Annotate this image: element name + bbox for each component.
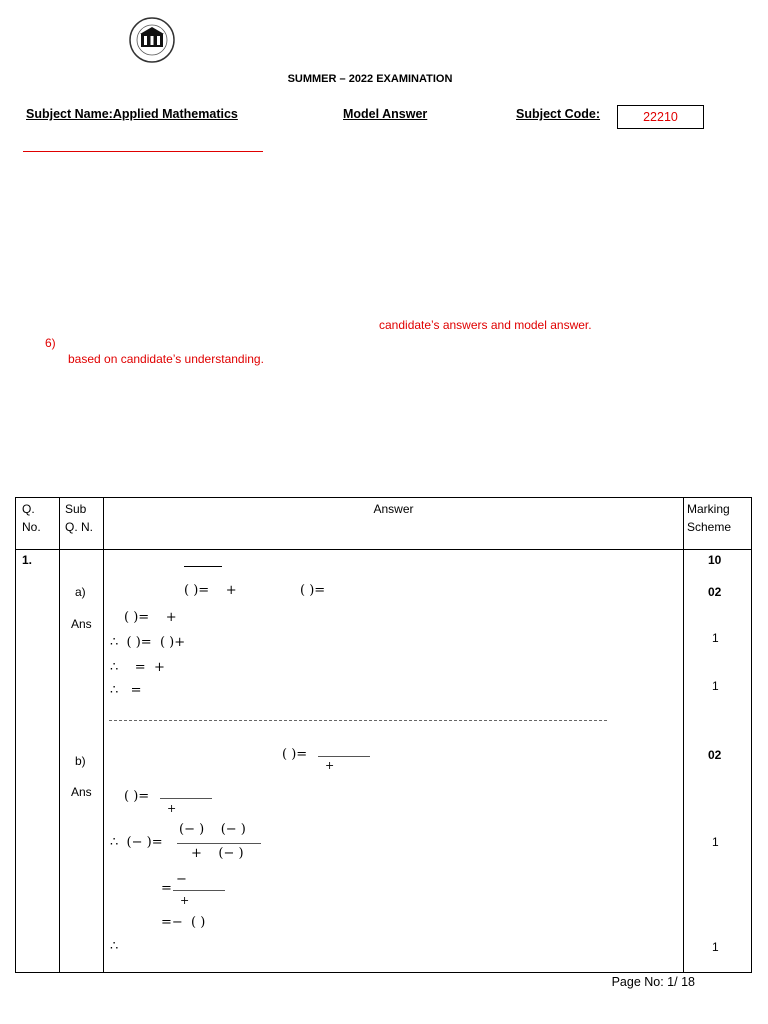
math-expression: − bbox=[176, 872, 187, 887]
header-answer: Answer bbox=[373, 502, 414, 516]
exam-title: SUMMER – 2022 EXAMINATION bbox=[287, 73, 453, 85]
math-expression: ( )= bbox=[124, 789, 150, 804]
math-expression: = bbox=[161, 881, 172, 896]
page-number: Page No: 1/ 18 bbox=[611, 975, 695, 989]
math-expression: ∴ (− )= bbox=[110, 835, 163, 850]
math-expression: ( )= + bbox=[184, 583, 237, 598]
math-expression: =− ( ) bbox=[161, 915, 206, 930]
math-expression: ∴ = + bbox=[110, 660, 165, 675]
math-expression: + (− ) bbox=[191, 846, 244, 861]
part-separator bbox=[109, 720, 607, 721]
instruction-6-text: based on candidate’s understanding. bbox=[68, 352, 264, 366]
subject-code-box: 22210 bbox=[617, 105, 704, 129]
math-expression: (− ) (− ) bbox=[179, 822, 246, 837]
instruction-6-number: 6) bbox=[45, 336, 56, 350]
math-expression: + bbox=[180, 894, 190, 907]
red-underline bbox=[23, 151, 263, 152]
model-answer-label: Model Answer bbox=[343, 107, 428, 121]
part-b-step-2: 1 bbox=[712, 940, 719, 954]
math-expression: ( )= bbox=[282, 747, 308, 762]
overline-mark bbox=[184, 566, 222, 567]
fraction-bar bbox=[318, 756, 370, 757]
board-seal-logo bbox=[128, 16, 176, 64]
math-expression: ( )= + bbox=[124, 610, 177, 625]
header-marking-scheme: Marking Scheme bbox=[687, 502, 732, 534]
math-expression: + bbox=[167, 802, 177, 815]
header-q-no: Q. No. bbox=[22, 502, 41, 534]
question-total-marks: 10 bbox=[708, 553, 722, 567]
math-expression: ( )= bbox=[300, 583, 326, 598]
part-a-ans: Ans bbox=[71, 617, 92, 631]
part-a-label: a) bbox=[75, 585, 86, 599]
part-a-marks: 02 bbox=[708, 585, 722, 599]
math-expression: ∴ = bbox=[110, 683, 142, 698]
subject-code-label: Subject Code: bbox=[516, 107, 601, 121]
math-expression: + bbox=[325, 759, 335, 772]
math-expression: ∴ bbox=[110, 939, 119, 954]
question-number: 1. bbox=[22, 553, 33, 567]
math-expression: ∴ ( )= ( )+ bbox=[110, 635, 186, 650]
answer-table bbox=[15, 497, 752, 973]
part-b-ans: Ans bbox=[71, 785, 92, 799]
part-b-label: b) bbox=[75, 754, 86, 768]
header-sub-q: Sub Q. N. bbox=[65, 502, 94, 534]
fraction-bar bbox=[177, 843, 261, 844]
part-a-step-2: 1 bbox=[712, 679, 719, 693]
fraction-bar bbox=[173, 890, 225, 891]
part-b-marks: 02 bbox=[708, 748, 722, 762]
instruction-line: candidate’s answers and model answer. bbox=[379, 318, 592, 332]
part-b-step-1: 1 bbox=[712, 835, 719, 849]
subject-name: Subject Name:Applied Mathematics bbox=[26, 107, 238, 121]
fraction-bar bbox=[160, 798, 212, 799]
part-a-step-1: 1 bbox=[712, 631, 719, 645]
